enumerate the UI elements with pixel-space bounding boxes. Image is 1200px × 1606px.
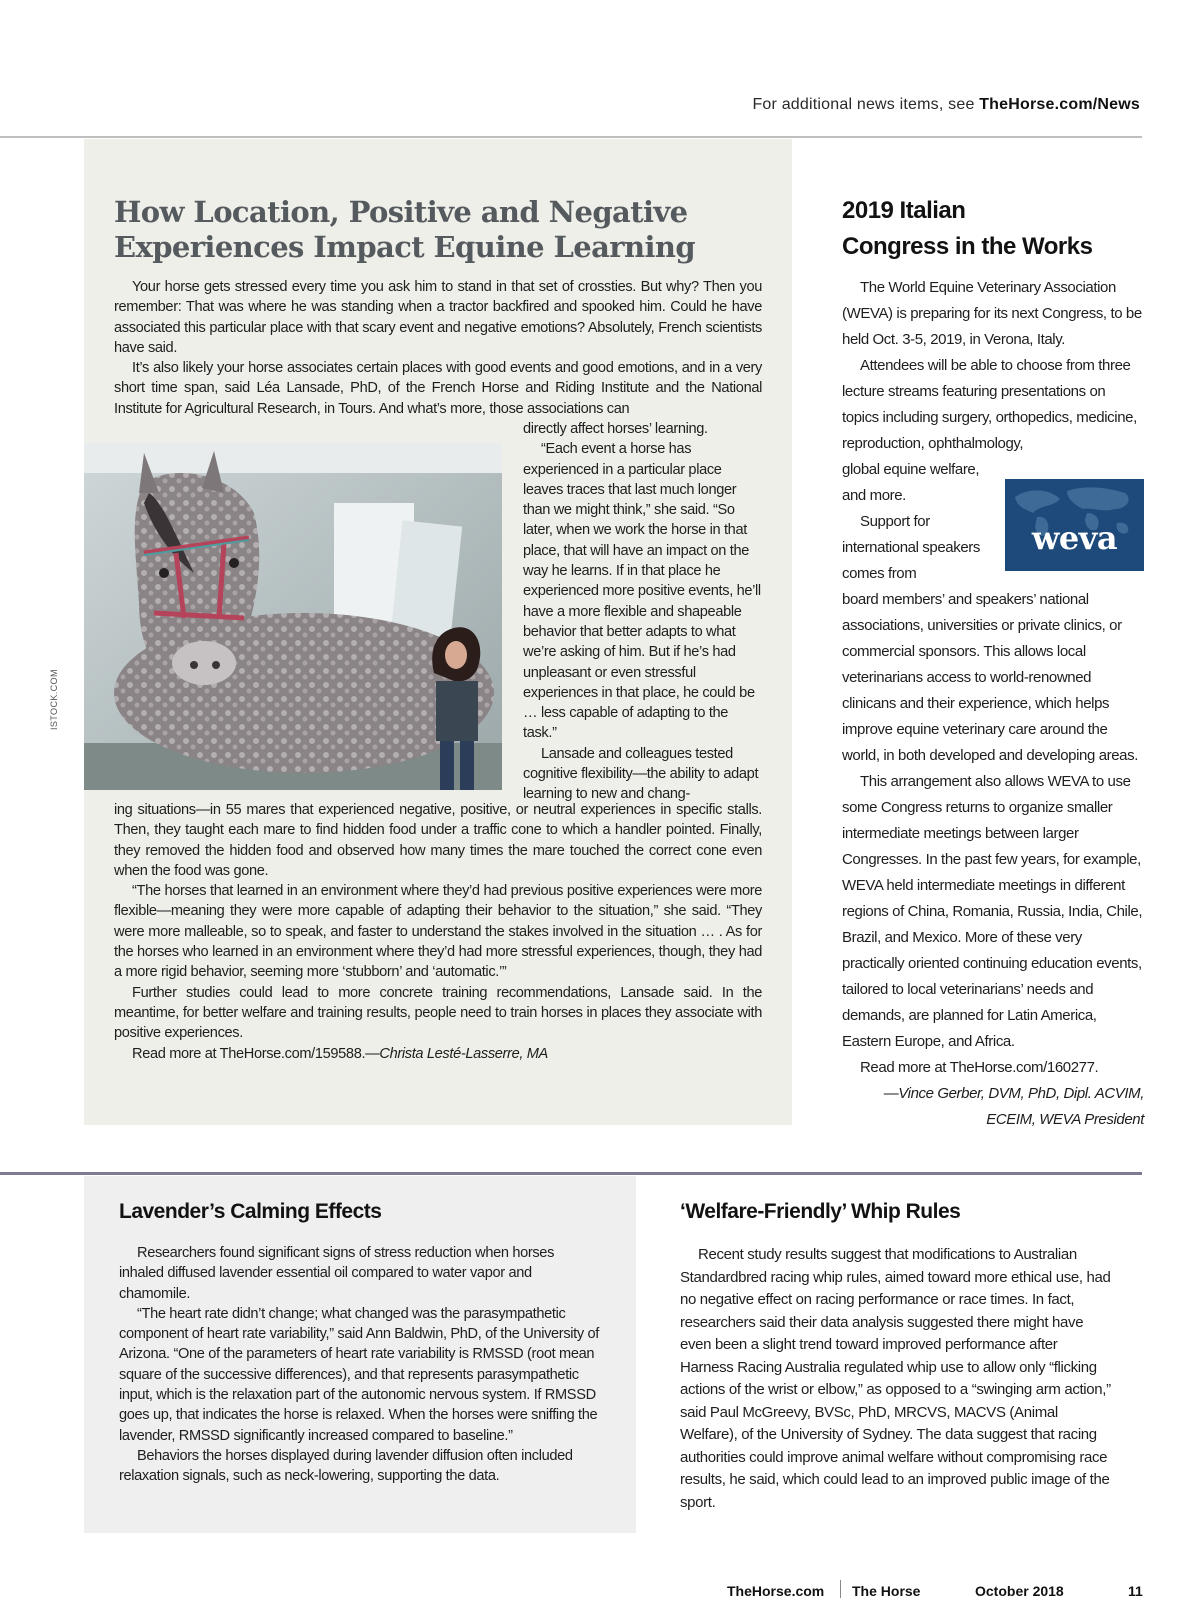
footer-site[interactable]: TheHorse.com xyxy=(727,1583,825,1599)
main-paragraph: “Each event a horse has experienced in a particular place leaves traces that last much longer than we might think,” she said. “So later, when we work the horse in that place, that will have an impact on the way he learns. If in that place he experienced more positive events, he’ll have a more flexible and shapeable behavior that better adapts to what we’re asking of him. But if he’s had unpleasant or even stressful experiences in that place, he could be … less capable of adapting to the task.” xyxy=(523,441,761,742)
main-story-intro xyxy=(114,277,762,419)
photo-credit: ISTOCK.COM xyxy=(49,669,59,730)
side-title-line: 2019 Italian xyxy=(842,197,966,224)
main-paragraph: Lansade and colleagues tested cognitive flexibility—the ability to adapt learning to new and chang- xyxy=(523,745,759,803)
whip-body xyxy=(680,1244,1114,1514)
main-paragraph: directly affect horses’ learning. xyxy=(523,421,708,437)
side-signature: —Vince Gerber, DVM, PhD, Dipl. ACVIM, xyxy=(883,1085,1144,1102)
main-paragraph: ing situations—in 55 mares that experienced negative, positive, or neutral experiences in specific stalls. Then, they taught each mare to find hidden food under a traffic cone to which a handler pointed. Finally, they removed the hidden food and observed how many times the mare touched the correct cone even when the food was gone. xyxy=(114,802,762,879)
main-story-body xyxy=(114,800,762,1064)
weva-logo xyxy=(1005,479,1144,571)
lavender-body xyxy=(119,1243,601,1487)
side-paragraph: Support for international speakers comes from xyxy=(842,513,980,582)
side-story-narrow xyxy=(842,457,1002,587)
whip-title: ‘Welfare-Friendly’ Whip Rules xyxy=(680,1200,961,1223)
main-read-more-link[interactable]: Read more at TheHorse.com/159588. xyxy=(132,1045,366,1062)
section-divider xyxy=(0,1172,1142,1175)
main-story-narrow-column xyxy=(523,419,763,805)
whip-paragraph: Recent study results suggest that modifications to Australian Standardbred racing whip rules, aimed toward more ethical use, had no negative effect on racing performance or race times. In fact, researchers said their data analysis suggested there might have even been a slight trend toward improved performance after Harness Racing Australia regulated whip use to allow only “flicking actions of the wrist or elbow,” as opposed to a “swinging arm action,” said Paul McGreevy, BVSc, PhD, MRCVS, MACVS (Animal Welfare), of the University of Sydney. The data suggest that racing authorities could improve animal welfare without compromising race results, he said, which could lead to an improved public image of the sport. xyxy=(680,1246,1111,1511)
lavender-paragraph: Behaviors the horses displayed during lavender diffusion often included relaxation signals, such as neck-lowering, supporting the data. xyxy=(119,1447,573,1485)
top-rule xyxy=(0,136,1142,138)
lavender-paragraph: Researchers found significant signs of stress reduction when horses inhaled diffused lavender essential oil compared to water vapor and chamomile. xyxy=(119,1245,555,1302)
footer-separator xyxy=(840,1580,841,1598)
section-note xyxy=(0,96,1140,114)
news-link[interactable]: TheHorse.com/News xyxy=(979,96,1140,113)
lavender-title: Lavender’s Calming Effects xyxy=(119,1200,382,1223)
side-read-more[interactable]: Read more at TheHorse.com/160277. xyxy=(860,1059,1099,1076)
horse-photo-illustration xyxy=(84,443,502,790)
side-paragraph: The World Equine Veterinary Association (WEVA) is preparing for its next Congress, to be held Oct. 3-5, 2019, in Verona, Italy. xyxy=(842,279,1142,348)
side-story-title xyxy=(842,193,1142,265)
main-paragraph: “The horses that learned in an environment where they’d had previous positive experiences were more flexible—meaning they were more capable of adapting their behavior to the situation,” she said. “They were more malleable, so to speak, and faster to understand the stakes involved in the situation … . As for the horses who learned in an environment where they’d had more stressful experiences, though, they had a more rigid behavior, seeming more ‘stubborn’ and ‘automatic.’” xyxy=(114,883,762,981)
side-paragraph: global equine welfare, and more. xyxy=(842,461,980,504)
page-number: 11 xyxy=(1128,1583,1143,1599)
side-title-line: Congress in the Works xyxy=(842,233,1093,260)
main-paragraph: Further studies could lead to more concrete training recommendations, Lansade said. In the meantime, for better welfare and training results, people need to train horses in places they associate with positive experiences. xyxy=(114,984,762,1042)
main-story-title: How Location, Positive and Negative Experiences Impact Equine Learning xyxy=(114,195,696,264)
horse-photo xyxy=(84,443,502,790)
side-paragraph: board members’ and speakers’ national associations, universities or private clinics, or commercial sponsors. This allows local veterinarians access to world-renowned clinicans and their experience, which helps improve equine veterinary care around the world, in both developed and developing areas. xyxy=(842,591,1138,764)
side-paragraph: Attendees will be able to choose from three lecture streams featuring presentations on topics including surgery, orthopedics, medicine, reproduction, ophthalmology, xyxy=(842,357,1137,452)
main-read-more xyxy=(114,1044,762,1064)
main-paragraph: It’s also likely your horse associates certain places with good events and good emotions, and in a very short time span, said Léa Lansade, PhD, of the French Horse and Riding Institute and the National Institute for Agricultural Research, in Tours. And what’s more, those associations can xyxy=(114,360,762,417)
footer-magazine: The Horse xyxy=(852,1583,921,1599)
lavender-paragraph: “The heart rate didn’t change; what changed was the parasympathetic component of heart rate variability,” said Ann Baldwin, PhD, of the University of Arizona. “One of the parameters of heart rate variability is RMSSD (root mean square of the successive differences), and that represents parasympathetic input, which is the relaxation part of the autonomic nervous system. If RMSSD goes up, that indicates the horse is relaxed. When the horses were sniffing the lavender, RMSSD significantly increased compared to baseline.” xyxy=(119,1305,599,1444)
side-story-body xyxy=(842,587,1144,1133)
section-note-prefix: For additional news items, see xyxy=(752,96,980,113)
side-story-top xyxy=(842,275,1144,457)
side-paragraph: This arrangement also allows WEVA to use some Congress returns to organize smaller intermediate meetings between larger Congresses. In the past few years, for example, WEVA held intermediate meetings in different regions of China, Romania, Russia, India, Chile, Brazil, and Mexico. More of these very practically oriented continuing education events, tailored to local veterinarians’ needs and demands, are planned for Latin America, Eastern Europe, and Africa. xyxy=(842,773,1143,1050)
side-signature: ECEIM, WEVA President xyxy=(986,1111,1144,1128)
weva-logo-text: weva xyxy=(1031,519,1118,557)
footer-issue: October 2018 xyxy=(975,1583,1064,1599)
main-byline: —Christa Lesté-Lasserre, MA xyxy=(365,1045,548,1062)
main-paragraph: Your horse gets stressed every time you ask him to stand in that set of crossties. But why? Then you remember: That was where he was standing when a tractor backfired and spooked him. Could he have associated this particular place with that scary event and negative emotions? Absolutely, French scientists have said. xyxy=(114,279,762,356)
